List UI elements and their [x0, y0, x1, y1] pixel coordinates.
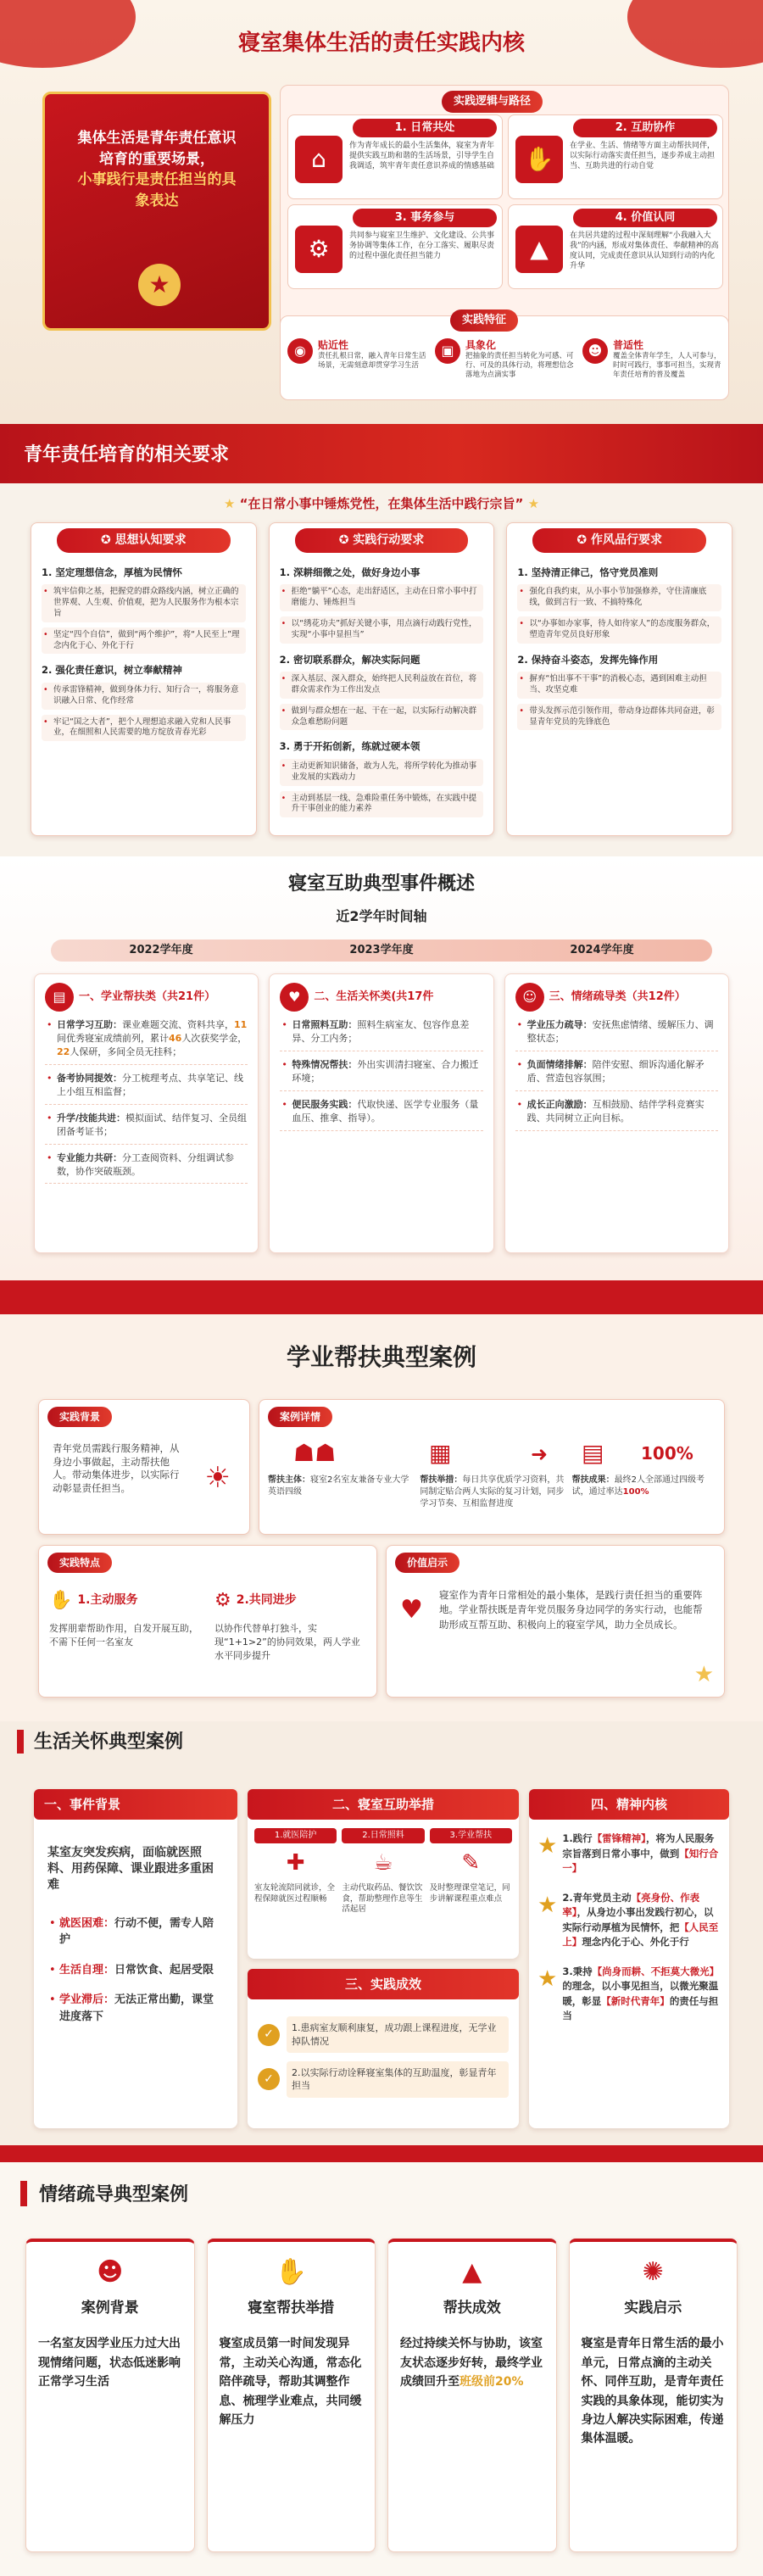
event-item-text: 外出实训清扫寝室、合力搬迁环境； — [292, 1058, 479, 1084]
emotion-card-highlight: 班级前20% — [459, 2375, 524, 2389]
event-item-text: 陪伴安慰、细诉沟通化解矛盾、营造包容氛围； — [526, 1058, 705, 1084]
logic-card-text: 共同参与寝室卫生维护、文化建设、公共事务协调等集体工作，在分工落实、履职尽责的过程中强化责任担当能力 — [349, 231, 495, 261]
section-timeline — [0, 856, 763, 1280]
value-card — [386, 1545, 725, 1698]
requirement-title: 2. 保持奋斗姿态，发挥先锋作用 — [517, 653, 659, 666]
logic-card — [508, 114, 723, 199]
section-title: 学业帮扶典型案例 — [286, 1343, 476, 1371]
spirit-text-part: 的理念，以小事见担当，以微光聚温暖，彰显 — [562, 1980, 719, 2007]
feature-item — [582, 338, 723, 394]
feature-title: 贴近性 — [318, 339, 349, 351]
requirement-item: • 以“绣花功夫”抓好关键小事，用点滴行动践行党性，实现“小事中显担当” — [280, 616, 484, 644]
difficulty-text: 行动不便，需专人陪护 — [59, 1916, 214, 1947]
case-feature — [214, 1588, 368, 1690]
emotion-card-head: 案例背景 — [81, 2299, 139, 2317]
outcome-card — [248, 1969, 519, 2128]
event-item-label: 学业压力疏导： — [526, 1019, 593, 1030]
requirement-item: • 以“办事如办家事，待人如待家人”的态度服务群众，塑造青年党员良好形象 — [517, 616, 721, 644]
star-icon: ★ — [537, 1833, 558, 1860]
requirement-item: • 坚定“四个自信”，做到“两个维护”，将“人民至上”理念内化于心、外化于行 — [42, 627, 246, 655]
event-item-text: 分工查阅资料、分组调试参数，协作突破瓶颈。 — [57, 1151, 234, 1177]
requirement-item: • 强化自我约束，从小事小节加强修养，守住清廉底线，做到言行一致、不搞特殊化 — [517, 584, 721, 611]
requirement-column — [269, 522, 495, 836]
measure-icon: ✚ — [286, 1849, 305, 1876]
event-item-text: 互相鼓励、结伴学科竞赛实践、共同树立正向目标。 — [526, 1098, 705, 1124]
feature-text: 把抽象的责任担当转化为可感、可行、可及的具体行动，将理想信念落地为点滴实事 — [465, 352, 574, 380]
top-stripe — [0, 2145, 763, 2162]
case-feature-icon: ⚙ — [214, 1590, 231, 1611]
detail-head: 案例详情 — [268, 1407, 332, 1427]
measure-item — [342, 1828, 424, 1915]
spirit-text-part: ，将为人民服务宗旨落到日常小事中，做到 — [562, 1832, 715, 1860]
section-emotion-case — [0, 2145, 763, 2576]
measure-icon: ☕ — [373, 1849, 393, 1876]
lightbulb-icon: ☀ — [204, 1461, 231, 1495]
value-text: 寝室作为青年日常相处的最小集体，是践行责任担当的重要阵地。学业帮扶既是青年党员服务身边同学的务实行动，也能帮助形成互帮互助、积极向上的寝室学风，助力全员成长。 — [439, 1589, 703, 1631]
requirement-item: • 做到与群众想在一起、干在一起，以实际行动解决群众急难愁盼问题 — [280, 704, 484, 731]
event-head-icon: ☺ — [515, 983, 544, 1012]
requirement-head: ✪ 实践行动要求 — [295, 528, 469, 553]
event-item-text: 代取快递、医学专业服务（量血压、推拿、指导）。 — [292, 1098, 479, 1124]
spirit-text-part: 的责任与担当 — [562, 1994, 719, 2021]
section-practice-core — [0, 0, 763, 424]
requirement-item: • 深入基层、深入群众，始终把人民利益放在首位，将群众需求作为工作出发点 — [280, 672, 484, 699]
spirit-head: 四、精神内核 — [529, 1789, 729, 1820]
event-head — [45, 983, 248, 1012]
measure-tag: 1.就医陪护 — [254, 1828, 337, 1843]
requirement-title: 1. 坚定理想信念，厚植为民情怀 — [42, 566, 182, 578]
requirement-title: 1. 深耕细微之处，做好身边小事 — [279, 566, 420, 578]
feature-icon: ☻ — [582, 338, 608, 364]
requirement-item: • 牢记“国之大者”，把个人理想追求融入党和人民事业，在细照和人民需要的地方绽放青春光彩 — [42, 715, 246, 742]
event-head-label: 三、情绪疏导类（共12件） — [549, 990, 686, 1004]
background-text: 青年党员需践行服务精神，从身边小事做起，主动帮扶他人。带动集体进步，以实际行动彰显责任担当。 — [53, 1442, 180, 1494]
spirit-item — [537, 1832, 721, 1876]
difficulty-item — [47, 1992, 224, 2025]
requirement-column — [31, 522, 257, 836]
event-head-icon: ♥ — [280, 983, 309, 1012]
emotion-card-text-wrap — [400, 2334, 544, 2391]
background-card — [38, 1399, 250, 1535]
difficulty-item — [47, 1915, 224, 1949]
event-item — [280, 1098, 482, 1131]
detail-label: 帮扶成果： — [571, 1475, 615, 1485]
requirement-item: • 筑牢信仰之基，把握党的群众路线内涵，树立正确的世界观、人生观、价值观，把为人民服务作为根本宗旨 — [42, 584, 246, 622]
spirit-text-part: 2.青年党员主动 — [562, 1892, 632, 1904]
emotion-card — [387, 2239, 557, 2552]
event-item-label: 负面情绪排解： — [526, 1058, 593, 1070]
measure-item — [430, 1828, 512, 1915]
detail-card — [259, 1399, 725, 1535]
detail-item — [420, 1475, 565, 1532]
features-card — [38, 1545, 377, 1698]
stat-value: 100% — [641, 1443, 693, 1464]
requirement-item: • 拒绝“躺平”心态，走出舒适区，主动在日常小事中打磨能力、锤炼担当 — [280, 584, 484, 611]
feature-text-wrap — [613, 338, 723, 380]
event-head-label: 二、生活关怀类(共17件 — [314, 990, 434, 1004]
calendar-icon: ▦ — [429, 1439, 452, 1467]
outcome-head: 三、实践成效 — [248, 1969, 519, 1999]
requirement-block — [270, 645, 494, 733]
logic-card-text: 在共居共建的过程中深刻理解“小我融入大我”的内涵，形成对集体责任、奉献精神的高度认同，完成责任意识从认知到行动的内化升华 — [570, 231, 719, 271]
event-item — [280, 1018, 482, 1051]
requirement-item: • 传承雷锋精神，做到身体力行、知行合一，将服务意识融入日常、化作经常 — [42, 683, 246, 710]
measure-text: 主动代取药品、餐饮饮食，帮助整理作息等生活起居 — [342, 1882, 423, 1915]
spirit-card — [529, 1789, 729, 2128]
requirement-block — [270, 732, 494, 819]
event-column — [269, 973, 493, 1253]
outcome-text: 2.以实际行动诠释寝室集体的互助温度，彰显青年担当 — [287, 2061, 509, 2098]
spirit-highlight: 【雷锋精神】 — [592, 1832, 646, 1845]
event-column — [504, 973, 729, 1253]
event-intro: 某室友突发疾病，面临就医照料、用药保障、课业跟进多重困难 — [47, 1846, 214, 1893]
event-item-label: 升学/技能共进： — [57, 1112, 126, 1124]
emotion-card-icon: ▲ — [462, 2257, 482, 2287]
event-item — [45, 1112, 248, 1145]
event-head — [515, 983, 718, 1012]
logic-card-icon: ⚙ — [295, 226, 343, 273]
requirement-block — [31, 558, 256, 656]
gold-star-icon: ★ — [693, 1661, 714, 1687]
logic-card-text: 作为青年成长的最小生活集体，寝室为青年提供实践互助和谐的生活场景，引导学生自我调适，筑牢青年责任意识养成的情感基础 — [349, 142, 495, 171]
spirit-text — [562, 1891, 721, 1949]
difficulty-label: 生活自理： — [59, 1963, 115, 1977]
logic-card-title: 4. 价值认同 — [573, 209, 717, 227]
event-item-label: 专业能力共研： — [57, 1151, 122, 1163]
logic-card-title: 3. 事务参与 — [353, 209, 497, 227]
feature-title: 具象化 — [465, 339, 497, 351]
event-item-label: 日常照料互助： — [292, 1019, 358, 1030]
outcome-item — [258, 2016, 509, 2053]
difficulty-label: 学业滞后： — [59, 1993, 115, 2007]
case-feature-text: 以协作代替单打独斗，实现“1+1>2”的协同效果，两人学业水平同步提升 — [214, 1622, 360, 1661]
detail-text: 寝室2名室友兼备专业大学英语四级 — [268, 1475, 409, 1497]
difficulty-item — [47, 1962, 224, 1979]
emotion-card — [25, 2239, 195, 2552]
spirit-item — [537, 1891, 721, 1949]
logic-card — [508, 204, 723, 289]
detail-label: 帮扶举措： — [420, 1475, 463, 1485]
feature-text: 责任扎根日常，融入青年日常生活场景，无需刻意却贯穿学习生活 — [318, 352, 426, 371]
measure-text: 及时整理课堂笔记，同步讲解课程重点难点 — [429, 1882, 510, 1904]
year-label: 2024学年度 — [570, 944, 634, 956]
event-item — [45, 1018, 248, 1065]
event-background-card — [34, 1789, 237, 2128]
logic-card-text: 在学业、生活、情绪等方面主动帮扶同伴，以实际行动落实责任担当，逐步养成主动担当、互助共进的行动自觉 — [570, 142, 716, 171]
feature-title: 实践特征 — [450, 309, 518, 332]
emotion-card-text: 经过持续关怀与协助，该室友状态逐步好转，最终学业成绩回升至 — [400, 2337, 543, 2389]
measures-head: 二、寝室互助举措 — [248, 1789, 519, 1820]
emotion-card-text-wrap — [582, 2334, 726, 2448]
feature-text-wrap — [318, 338, 428, 371]
emotion-card-text: 寝室是青年日常生活的最小单元，日常点滴的主动关怀、同伴互助，是青年责任实践的具象体现，能切实为身边人解决实际困难，传递集体温暖。 — [581, 2337, 724, 2446]
event-item — [45, 1072, 248, 1105]
case-feature-head — [49, 1588, 203, 1614]
section-title: 情绪疏导典型案例 — [39, 2184, 189, 2205]
section-title: 寝室互助典型事件概述 — [287, 873, 475, 895]
measure-tag: 3.学业帮扶 — [430, 1828, 512, 1843]
star-badge-icon: ★ — [138, 264, 181, 306]
year-label: 2023学年度 — [349, 944, 414, 956]
feature-text: 覆盖全体青年学生，人人可参与，时时可践行，事事可担当，实现青年责任培育的普及覆盖 — [613, 352, 721, 380]
requirement-item: • 摒弃“怕出事不干事”的消极心态，遇到困难主动担当、攻坚克难 — [517, 672, 721, 699]
shield-check-icon: ✓ — [258, 2024, 280, 2046]
event-item-text: 人保研，多间全员无挂科； — [70, 1045, 182, 1057]
logic-card — [287, 204, 503, 289]
emotion-card-icon: ✋ — [275, 2257, 307, 2287]
emotion-card-head: 寝室帮扶举措 — [248, 2299, 335, 2317]
feature-item — [435, 338, 576, 394]
section-title: 寝室集体生活的责任实践内核 — [237, 31, 525, 56]
detail-item — [572, 1475, 717, 1532]
emotion-card — [569, 2239, 738, 2552]
star-icon: ★ — [537, 1966, 558, 1992]
requirement-title: 3. 勇于开拓创新，练就过硬本领 — [279, 740, 420, 753]
event-item-text: 照料生病室友、包容作息差异、分工内务； — [292, 1019, 470, 1044]
event-item — [280, 1058, 482, 1091]
requirement-title: 2. 密切联系群众，解决实际问题 — [279, 653, 420, 666]
spirit-text-part: 3.秉持 — [562, 1965, 593, 1977]
requirement-item: • 主动更新知识储备，敢为人先，将所学转化为推动事业发展的实践动力 — [280, 759, 484, 786]
logic-title: 实践逻辑与路径 — [442, 91, 543, 113]
measures-card — [248, 1789, 519, 1959]
outcome-text: 1.患病室友顺利康复，成功跟上课程进度，无学业掉队情况 — [287, 2016, 509, 2053]
timeline-subtitle: 近2学年时间轴 — [336, 908, 427, 924]
case-feature-head — [214, 1588, 368, 1614]
case-feature-text: 发挥朋辈帮助作用，自发开展互助，不需下任何一名室友 — [49, 1622, 198, 1648]
detail-label: 帮扶主体： — [268, 1475, 310, 1485]
quote-line-2: 小事践行是责任担当的具象表达 — [77, 171, 237, 209]
quote-line: ★ “在日常小事中锤炼党性，在集体生活中践行宗旨” ★ — [223, 496, 540, 511]
emotion-card-icon: ☻ — [97, 2257, 124, 2287]
event-item-text: 分工梳理考点、共享笔记、线上小组互相监督； — [57, 1072, 243, 1097]
feature-item — [287, 338, 428, 394]
value-head: 价值启示 — [395, 1553, 459, 1573]
event-item-label: 便民服务实践： — [292, 1098, 358, 1110]
difficulty-text: 日常饮食、起居受限 — [114, 1963, 214, 1977]
case-feature-title: 2.共同进步 — [236, 1593, 297, 1608]
certificate-icon: ▤ — [582, 1439, 604, 1467]
case-feature-title: 1.主动服务 — [77, 1593, 138, 1608]
event-item-text: 课业难题交流、资料共享， — [122, 1019, 234, 1030]
event-item-text: 模拟面试、结伴复习、全员组团备考证书； — [57, 1112, 248, 1137]
logic-card-title: 2. 互助协作 — [573, 119, 717, 137]
spirit-text-part: 理念内化于心、外化于行 — [582, 1935, 689, 1948]
outcome-item — [258, 2061, 509, 2098]
emotion-card-text: 寝室成员第一时间发现异常，主动关心沟通，常态化陪伴疏导，帮助其调整作息、梳理学业难点，共同缓解压力 — [219, 2337, 362, 2427]
event-item-text: 人次获奖学金， — [181, 1032, 248, 1044]
logic-card-icon: ⌂ — [295, 136, 343, 183]
measure-icon: ✎ — [461, 1849, 481, 1876]
year-label: 2022学年度 — [129, 944, 193, 956]
people-icon: ☗☗ — [293, 1439, 337, 1467]
logic-panel — [280, 85, 729, 339]
event-column — [34, 973, 259, 1253]
emotion-card-text: 一名室友因学业压力过大出现情绪问题，状态低迷影响正常学习生活 — [38, 2337, 181, 2389]
measure-text: 室友轮流陪同就诊，全程保障就医过程顺畅 — [254, 1882, 336, 1904]
event-item — [515, 1058, 718, 1091]
requirement-block — [270, 558, 494, 645]
requirement-item: • 主动到基层一线、急难险重任务中锻炼，在实践中提升干事创业的能力素养 — [280, 791, 484, 818]
difficulty-text: 无法正常出勤，课堂进度落下 — [59, 1993, 214, 2023]
title-bar — [17, 1730, 24, 1754]
section-title: 生活关怀典型案例 — [34, 1731, 184, 1753]
event-head-label: 一、学业帮扶类（共21件） — [79, 990, 216, 1004]
spirit-highlight: 【知行合一】 — [562, 1847, 719, 1874]
spirit-item — [537, 1965, 721, 2023]
requirement-head: ✪ 作风品行要求 — [532, 528, 706, 553]
feature-icon: ◉ — [287, 338, 313, 364]
event-item-label: 特殊情况帮扶： — [292, 1058, 358, 1070]
section-academic-case — [0, 1280, 763, 1721]
spirit-highlight: 【亮身份、作表率】 — [562, 1892, 700, 1919]
event-item — [515, 1098, 718, 1131]
feature-title: 普适性 — [613, 339, 644, 351]
feature-text-wrap — [465, 338, 576, 380]
quote-text: “在日常小事中锤炼党性，在集体生活中践行宗旨” — [239, 496, 524, 511]
logic-card — [287, 114, 503, 199]
logic-card-icon: ✋ — [515, 136, 563, 183]
spirit-text-part: 1.践行 — [562, 1832, 593, 1845]
event-item — [515, 1018, 718, 1051]
shield-check-icon: ✓ — [258, 2068, 280, 2090]
event-background-head: 一、事件背景 — [34, 1789, 237, 1820]
detail-highlight: 100% — [622, 1487, 649, 1497]
measure-tag: 2.日常照料 — [342, 1828, 424, 1843]
quote-panel — [42, 92, 271, 331]
event-item-label: 日常学习互助： — [57, 1019, 122, 1030]
emotion-card-icon: ✺ — [642, 2257, 664, 2287]
spirit-text-part: ，从身边小事出发践行初心，以实际行动厚植为民情怀，把 — [562, 1906, 714, 1933]
event-highlight: 22 — [57, 1045, 70, 1057]
requirement-item: • 带头发挥示范引领作用，带动身边群体共同奋进，彰显青年党员的先锋底色 — [517, 704, 721, 731]
title-bar — [20, 2181, 27, 2206]
emotion-card-head: 帮扶成效 — [443, 2299, 501, 2317]
section-requirements — [0, 424, 763, 856]
event-item — [45, 1151, 248, 1185]
logic-card-icon: ▲ — [515, 226, 563, 273]
emotion-card-text-wrap — [38, 2334, 182, 2391]
star-icon: ★ — [537, 1893, 558, 1918]
emotion-card-text-wrap — [220, 2334, 364, 2429]
requirement-block — [31, 655, 256, 743]
spirit-highlight: 【尚身而耕、不拒莫大微光】 — [592, 1965, 720, 1977]
features-head: 实践特点 — [47, 1553, 112, 1573]
emotion-card — [207, 2239, 376, 2552]
event-item-label: 备考协同提效： — [57, 1072, 122, 1084]
difficulty-label: 就医困难： — [59, 1916, 115, 1930]
requirement-head: ✪ 思想认知要求 — [57, 528, 231, 553]
banner — [0, 424, 763, 483]
emotion-card-head: 实践启示 — [624, 2299, 682, 2317]
measure-item — [254, 1828, 337, 1915]
event-head — [280, 983, 482, 1012]
requirement-title: 2. 强化责任意识，树立奉献精神 — [42, 664, 182, 677]
feature-panel — [280, 315, 729, 400]
detail-text: 最终2人全部通过四级考试，通过率达 — [571, 1475, 705, 1497]
spirit-highlight: 【新时代青年】 — [601, 1994, 670, 2007]
section-life-case — [0, 1721, 763, 2145]
event-item-label: 成长正向激励： — [526, 1098, 593, 1110]
requirement-block — [507, 558, 732, 645]
requirement-block — [507, 645, 732, 733]
detail-text: 每日共享优质学习资料，共同制定贴合两人实际的复习计划，同步学习节奏、互相监督进度 — [420, 1475, 565, 1508]
event-item-text: 间优秀寝室成绩前列，累计 — [57, 1032, 169, 1044]
event-item-text: 安抚焦虑情绪、缓解压力、调整状态； — [526, 1019, 714, 1044]
case-feature-icon: ✋ — [49, 1590, 73, 1611]
event-highlight: 46 — [169, 1032, 182, 1044]
banner-title: 青年责任培育的相关要求 — [24, 444, 230, 466]
case-feature — [49, 1588, 203, 1690]
spirit-text — [562, 1965, 721, 2023]
event-head-icon: ▤ — [45, 983, 74, 1012]
requirement-column — [506, 522, 732, 836]
spirit-text — [562, 1832, 721, 1876]
background-head: 实践背景 — [47, 1407, 112, 1427]
detail-item — [268, 1475, 413, 1532]
arrow-icon: ➜ — [531, 1442, 549, 1466]
feature-icon: ▣ — [435, 338, 460, 364]
heart-icon: ♥ — [400, 1595, 423, 1625]
requirement-title: 1. 坚持清正律己，恪守党员准则 — [517, 566, 659, 578]
quote-line-1: 集体生活是青年责任意识培育的重要场景， — [77, 130, 237, 168]
event-highlight: 11 — [234, 1019, 248, 1030]
spirit-highlight: 【人民至上】 — [562, 1921, 719, 1948]
logic-card-title: 1. 日常共处 — [353, 119, 497, 137]
